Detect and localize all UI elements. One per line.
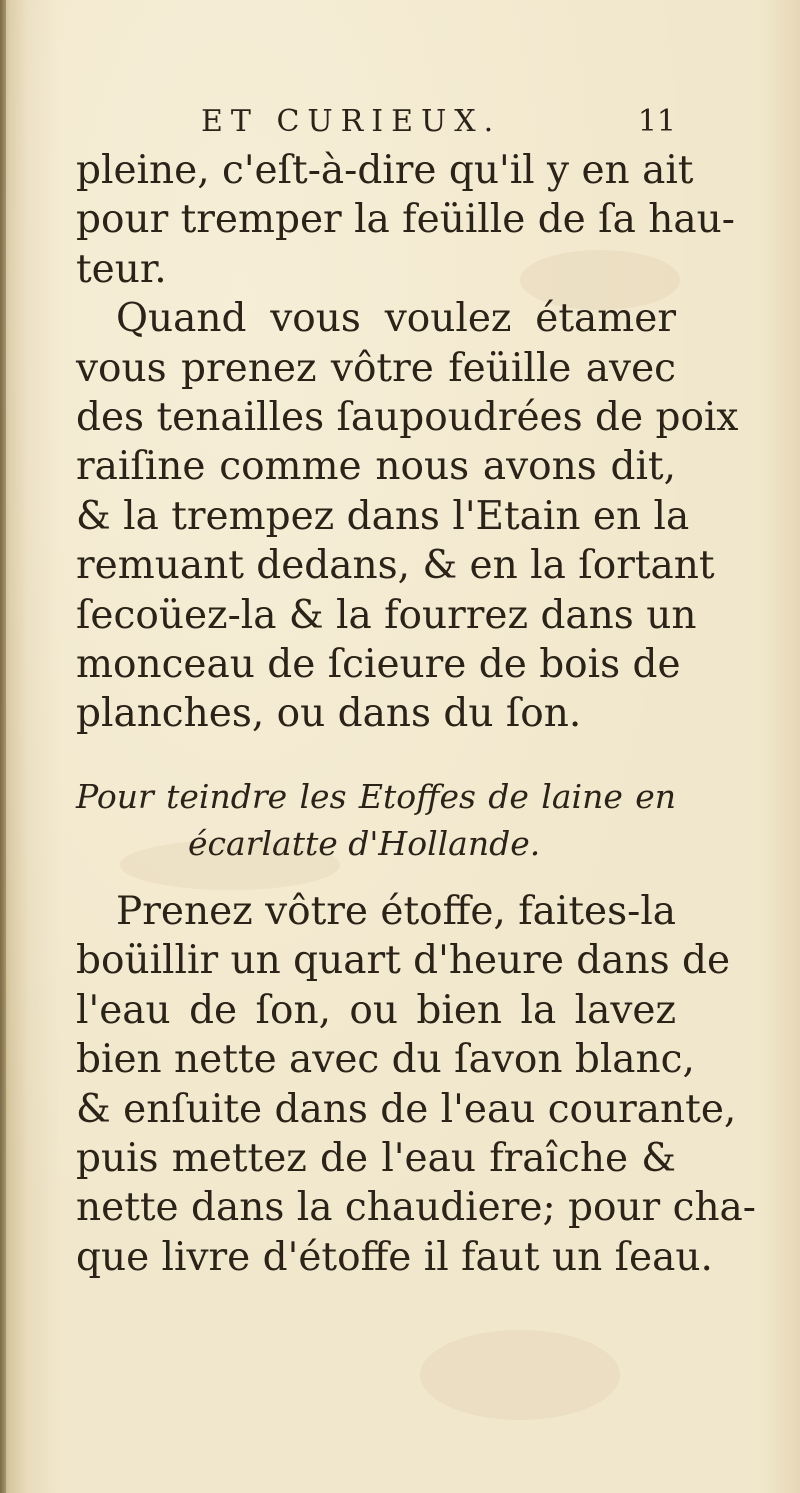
paper-stain	[420, 1330, 620, 1420]
text-line: planches, ou dans du ſon.	[76, 691, 582, 737]
paragraph-continued	[76, 146, 735, 294]
text-line: & la trempez dans l'Etain en la	[76, 493, 690, 539]
text-line: bien nette avec du ſavon blanc,	[76, 1037, 695, 1083]
text-line: puis mettez de l'eau fraîche &	[76, 1135, 676, 1181]
heading-line: Pour teindre les Etoffes de laine en	[76, 776, 676, 816]
text-line: que livre d'étoffe il faut un ſeau.	[76, 1234, 713, 1280]
text-line: monceau de ſcieure de bois de	[76, 642, 681, 688]
text-line: & enſuite dans de l'eau courante,	[76, 1086, 737, 1132]
text-line: teur.	[76, 246, 167, 292]
heading-line: écarlatte d'Hollande.	[188, 823, 541, 863]
text-line: Quand vous voulez étamer	[116, 296, 676, 342]
text-line: l'eau de ſon, ou bien la lavez	[76, 987, 676, 1033]
text-line: vous prenez vôtre feüille avec	[76, 345, 676, 391]
paragraph-etamer	[76, 294, 739, 739]
page-text	[76, 100, 756, 1282]
paragraph-teinture	[76, 887, 756, 1282]
text-line: des tenailles ſaupoudrées de poix	[76, 395, 739, 441]
text-line: Prenez vôtre étoffe, faites-la	[116, 888, 677, 934]
text-line: pour tremper la feüille de ſa hau-	[76, 197, 735, 243]
section-heading	[76, 773, 676, 867]
running-head: ET CURIEUX.	[201, 104, 502, 139]
text-line: boüillir un quart d'heure dans de	[76, 938, 731, 984]
text-line: ſecoüez-la & la fourrez dans un	[76, 592, 697, 638]
page-header	[76, 100, 676, 146]
page-gutter	[0, 0, 6, 1493]
text-line: remuant dedans, & en la ſortant	[76, 543, 715, 589]
text-line: raiſine comme nous avons dit,	[76, 444, 676, 490]
text-line: pleine, c'eſt-à-dire qu'il y en ait	[76, 148, 694, 193]
page-number: 11	[637, 104, 676, 139]
text-line: nette dans la chaudiere; pour cha-	[76, 1185, 756, 1231]
